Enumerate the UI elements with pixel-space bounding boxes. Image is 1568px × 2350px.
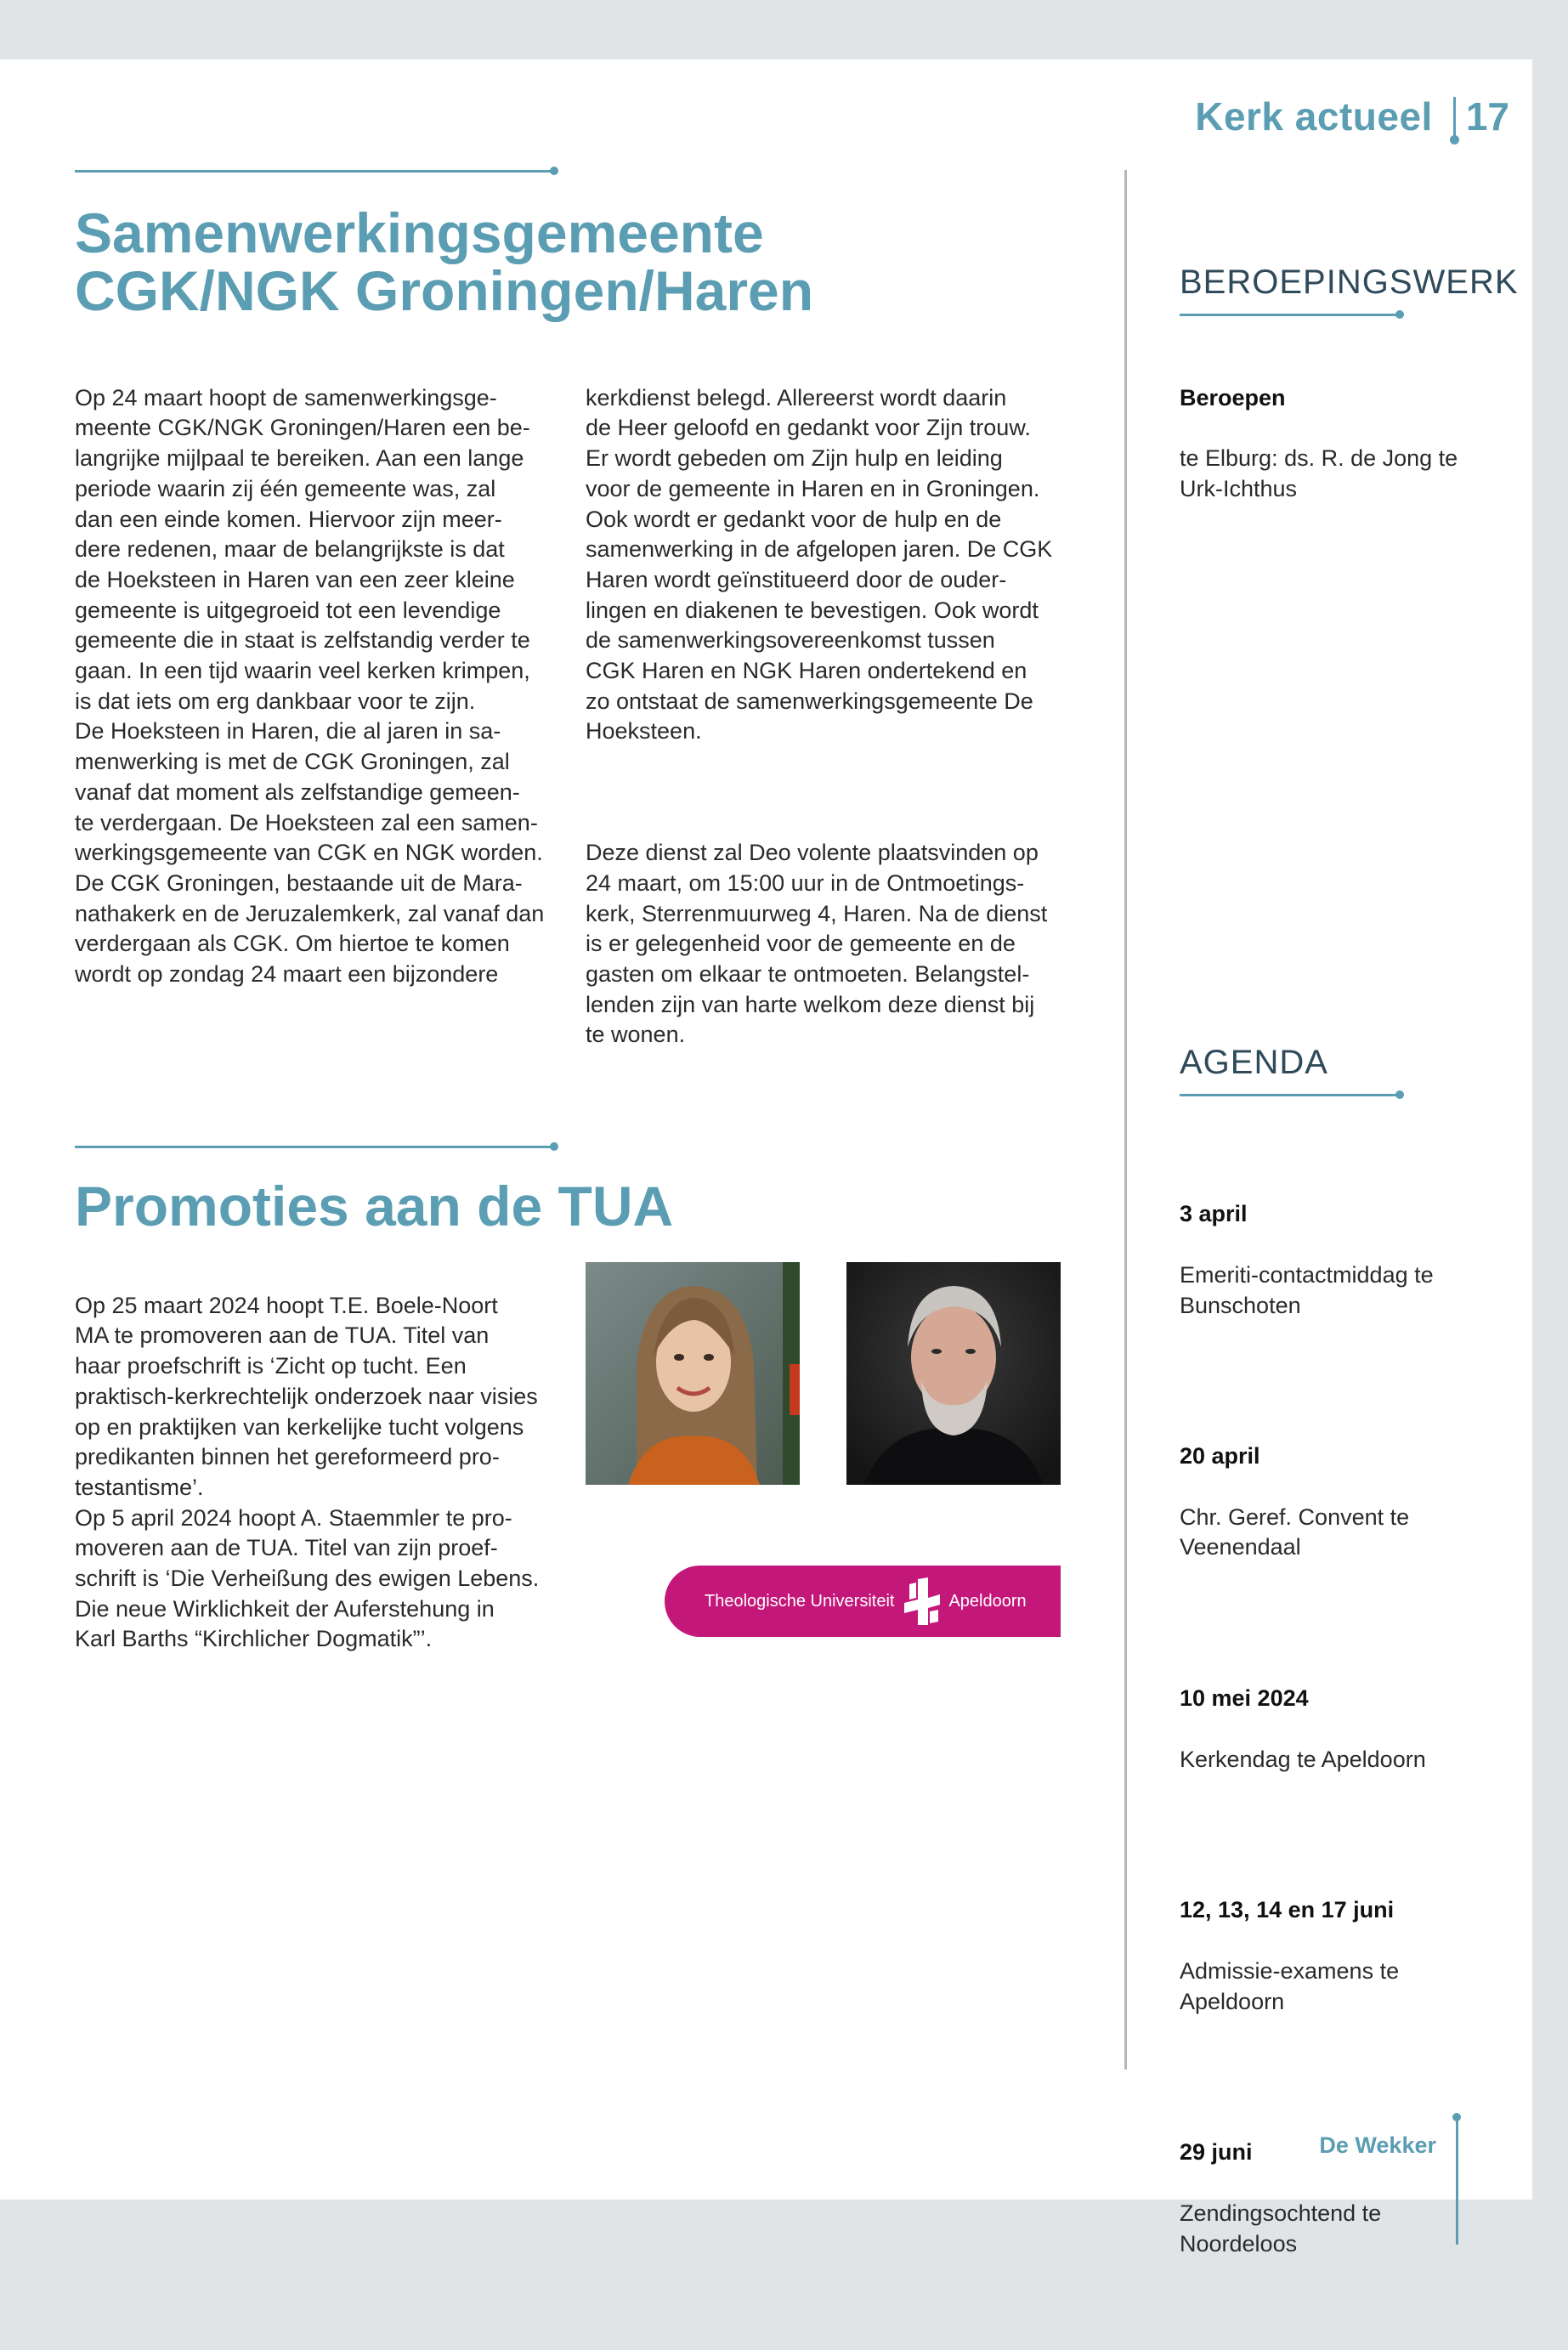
agenda-item: [1180, 1412, 1520, 1594]
agenda-item: [1180, 1169, 1520, 1351]
article2-body: [75, 1260, 559, 1685]
article1-col2-paragraph2: Deze dienst zal Deo volente plaatsvinden op 24 maart, om 15:00 uur in de Ontmoetings- kerk, Sterrenmuurweg 4, Haren. Na de dienst is er gelegenheid voor de gemeente en de gasten om elkaar te ontmoeten. Belangstel- lenden zijn van harte welkom deze dienst bij te wonen.: [586, 840, 1048, 1048]
article1-title-line2: CGK/NGK Groningen/Haren: [75, 259, 814, 322]
agenda-text: Kerkendag te Apeldoorn: [1180, 1746, 1426, 1772]
page-number: 17: [1465, 94, 1509, 139]
agenda-item: [1180, 1654, 1520, 1806]
beroepen-label: Beroepen: [1180, 384, 1286, 411]
portrait-boele-noort: [586, 1262, 800, 1485]
portrait-staemmler: [846, 1262, 1061, 1485]
beroepingswerk-rule: [1180, 314, 1401, 316]
beroepingswerk-title: BEROEPINGSWERK: [1180, 263, 1519, 301]
article1-col1-text: Op 24 maart hoopt de samenwerkingsge- meente CGK/NGK Groningen/Haren een be- langrijke mijlpaal te bereiken. Aan een lange periode waarin zij één gemeente was, zal dan een einde komen. Hiervoor zijn meer- dere redenen, maar de belangrijkste is dat de Hoeksteen in Haren van een zeer kleine gemeente is uitgegroeid tot een levendige gemeente die in staat is zelfstandig verder te gaan. In een tijd waarin veel kerken krimpen, is dat iets om erg dankbaar voor te zijn. De Hoeksteen in Haren, die al jaren in sa- menwerking is met de CGK Groningen, zal vanaf dat moment als zelfstandige gemeen- te verdergaan. De Hoeksteen zal een samen- werkingsgemeente van CGK en NGK worden. De CGK Groningen, bestaande uit de Mara- nathakerk en de Jeruzalemkerk, zal vanaf dan verdergaan als CGK. Om hiertoe te komen wordt op zondag 24 maart een bijzondere: [75, 384, 545, 988]
page-header: [1195, 93, 1509, 139]
agenda-text: Chr. Geref. Convent te Veenendaal: [1180, 1503, 1410, 1560]
agenda-item: [1180, 1866, 1520, 2047]
agenda-date: 3 april: [1180, 1201, 1248, 1227]
article1-title-line1: Samenwerkingsgemeente: [75, 201, 764, 264]
article2-body-text: Op 25 maart 2024 hoopt T.E. Boele-Noort MA te promoveren aan de TUA. Titel van haar proefschrift is ‘Zicht op tucht. Een praktisch-kerkrechtelijk onderzoek naar visies op en praktijken van kerkelijke tucht volgens predikanten binnen het gereformeerd pro- testantisme’. Op 5 april 2024 hoopt A. Staemmler te pro- moveren aan de TUA. Titel van zijn proef- schrift is ‘Die Verheißung des ewigen Lebens. Die neue Wirklichkeit der Auferstehung in Karl Barths “Kirchlicher Dogmatik”’.: [75, 1292, 540, 1652]
agenda-list: [1180, 1139, 1520, 2350]
beroepingswerk-block: [1180, 353, 1520, 535]
article2-title: Promoties aan de TUA: [75, 1175, 674, 1237]
article2-rule: [75, 1146, 555, 1148]
agenda-title: AGENDA: [1180, 1044, 1328, 1081]
article1-column-2: [586, 353, 1070, 1081]
footer-magazine-name: De Wekker: [1319, 2132, 1436, 2158]
agenda-date: 29 juni: [1180, 2139, 1253, 2166]
agenda-text: Admissie-examens te Apeldoorn: [1180, 1957, 1400, 2014]
agenda-date: 12, 13, 14 en 17 juni: [1180, 1897, 1395, 1923]
footer-rule: [1456, 2117, 1458, 2245]
agenda-rule: [1180, 1094, 1401, 1096]
article1-title: [75, 201, 814, 322]
beroepen-text: te Elburg: ds. R. de Jong te Urk-Ichthus: [1180, 445, 1458, 501]
logo-text-right: Apeldoorn: [948, 1591, 1027, 1611]
agenda-date: 20 april: [1180, 1443, 1260, 1469]
article1-col2-paragraph1: kerkdienst belegd. Allereerst wordt daarin de Heer geloofd en gedankt voor Zijn trouw. Er wordt gebeden om Zijn hulp en leiding voor de gemeente in Haren en in Groningen. Ook wordt er gedankt voor de hulp en de samenwerking in de afgelopen jaren. De CGK Haren wordt geïnstitueerd door de ouder- lingen en diakenen te bevestigen. Ook wordt de samenwerkingsovereenkomst tussen CGK Haren en NGK Haren ondertekend en zo ontstaat de samenwerkingsgemeente De Hoeksteen.: [586, 384, 1053, 745]
column-divider: [1124, 170, 1127, 2070]
section-title: Kerk actueel: [1195, 94, 1433, 139]
tua-logo: [665, 1566, 1061, 1637]
header-divider: [1453, 97, 1456, 136]
article1-rule: [75, 170, 555, 173]
tua-emblem-icon: [903, 1577, 942, 1625]
magazine-page: [0, 59, 1532, 2257]
agenda-text: Emeriti-contactmiddag te Bunschoten: [1180, 1261, 1434, 1318]
article1-column-1: [75, 353, 559, 1020]
logo-text-left: Theologische Universiteit: [705, 1591, 895, 1611]
agenda-text: Zendingsochtend te Noordeloos: [1180, 2200, 1382, 2257]
agenda-date: 10 mei 2024: [1180, 1685, 1309, 1712]
